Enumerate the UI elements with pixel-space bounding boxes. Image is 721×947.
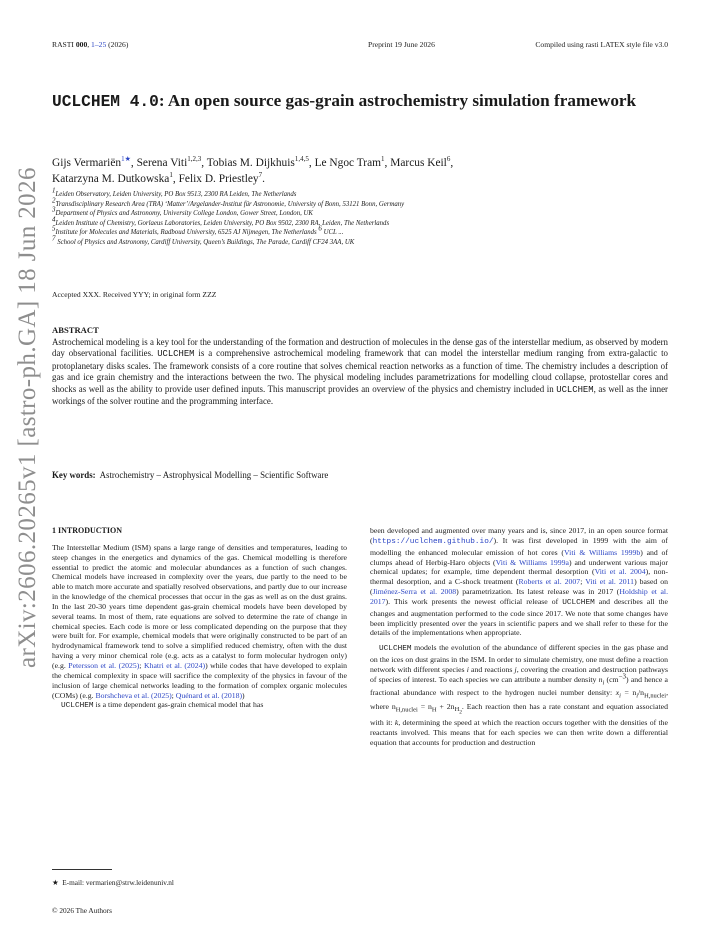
author-name: Le Ngoc Tram [314, 157, 382, 169]
left-column [52, 526, 347, 712]
affiliation-item: $^5$Institute for Molecules and Materials, Radboud University, 6525 AJ Nijmegen, The Netherlands $^6$ UCL ... [52, 225, 344, 237]
author-affil: 7 [258, 171, 263, 180]
keywords [52, 470, 328, 480]
paragraph: The Interstellar Medium (ISM) spans a large range of densities and temperatures, leading to steep changes in the energetics and dynamics of the gas. Chemical modelling is therefore essential to predict the atomic and molecular abundances as a function of such changes. Chemical models have increased in complexity over the years, due partly to the need to be able to match more accurate and spatially resolved observations, and partly due to our increase in the knowledge of the chemical processes that occur in the gas as well as on the dust grains. In the last 20-30 years time dependent gas-grain chemical models have been developed by several teams. In most of them, rate equations are solved to determine the rate of change in chemical species. Each code is more or less complicated depending on the purpose that they were built for. For example, chemical models that were originally constructed to be part of an hydrodynamical framework tend to solve a simplified reduced chemistry, often with the dust having a very minor chemical role (e.g. acts as a catalyst to form molecular hydrogen only) (e.g. Petersson et al. (2025); Khatri et al. (2024)) while codes that have developed to explain the chemical complexity in space will sacrifice the complexity of the physics in favour of the inclusion of large chemical networks leading to the formation of complex organic molecules (COMs) (e.g. Borshcheva et al. (2025); Quénard et al. (2018)) [52, 542, 347, 700]
citation-link[interactable]: Quénard et al. (2018) [175, 690, 243, 700]
page-header [52, 40, 668, 52]
citation-link[interactable]: Holdship et al. 2017 [370, 587, 669, 606]
author-affil: 1 [381, 155, 385, 164]
author-name: Felix D. Priestley [178, 173, 259, 185]
author-line-2: Katarzyna M. Dutkowska$^1$, Felix D. Priestley$^7$. [52, 171, 265, 185]
compiled-note: Compiled using rasti LATEX style file v3.0 [535, 40, 668, 49]
affiliation-item: $^2$Transdisciplinary Research Area (TRA) ‘Matter’/Argelander-Institut für Astronomie, University of Bonn, 53121 Bonn, Germany [52, 196, 405, 208]
journal-volume: 000 [75, 40, 88, 49]
section-heading: 1 INTRODUCTION [52, 526, 123, 535]
author-name: Katarzyna M. Dutkowska [52, 173, 170, 185]
author-name: Marcus Keil [390, 157, 447, 169]
citation-link[interactable]: Viti & Williams 1999b [564, 547, 641, 557]
affiliation-list [52, 186, 672, 248]
github-url-link[interactable]: https://uclchem.github.io/ [372, 537, 494, 546]
preprint-date: Preprint 19 June 2026 [368, 40, 435, 49]
author-affil: 1,4,5 [294, 155, 309, 164]
affiliation-item: $^4$Leiden Institute of Chemistry, Gorlaeus Laboratories, Leiden University, PO Box 9502, 2300 RA, Leiden, The Netherlands [52, 215, 390, 227]
citation-link[interactable]: Khatri et al. (2024) [143, 660, 206, 670]
citation-link[interactable]: Viti et al. 2011 [585, 577, 635, 587]
author-affil: 1 [169, 171, 173, 180]
citation-link[interactable]: Viti et al. 2004 [594, 567, 646, 577]
author-affil: 6 [446, 155, 451, 164]
paragraph: been developed and augmented over many years and is, since 2017, in an open source format (https://uclchem.github.io/). It was first developed in 1999 with the aim of modelling the enhanced molecular emission of hot cores (Viti & Williams 1999b) and of clumps ahead of Herbig-Haro objects (Viti & Williams 1999a) and underwent various major chemical updates; for example, time dependent thermal desorption (Viti et al. 2004), non-thermal desorption, and a C-shock treatment (Roberts et al. 2007; Viti et al. 2011) based on (Jiménez-Serra et al. 2008) parametrization. Its latest release was in 2017 (Holdship et al. 2017). This work presents the newest official release of UCLCHEM and describes all the changes and augmentation performed to the code since 2017. We note that some changes have been implicitly presented over the years in scientific papers and we shall refer to these for the details of the implementations when appropriate. [370, 526, 669, 638]
journal-citation: RASTI 000, 1–25 (2026) [52, 40, 129, 49]
keywords-label: Key words: [52, 470, 96, 480]
author-name: Tobias M. Dijkhuis [206, 157, 295, 169]
paragraph: UCLCHEM is a time dependent gas-grain chemical model that has [61, 700, 264, 711]
title-text: : An open source gas-grain astrochemistry simulation framework [158, 91, 637, 110]
arxiv-id: arXiv:2606.20265v1 [astro-ph.GA] 18 Jun 2026 [14, 167, 41, 668]
author-affil[interactable]: 1★ [121, 155, 131, 164]
footnote: ★ E-mail: vermarien@strw.leidenuniv.nl [52, 878, 174, 887]
author-list [52, 155, 652, 187]
author-name: Serena Viti [136, 157, 188, 169]
author-name: Gijs Vermariën [52, 157, 122, 169]
author-line-1: Gijs Vermariën$^{1★}$, Serena Viti$^{1,2,3}$, Tobias M. Dijkhuis$^{1,4,5}$, Le Ngoc Tram$^1$, Marcus Keil$^6$, [52, 155, 454, 169]
citation-link[interactable]: Borshcheva et al. (2025) [95, 690, 172, 700]
citation-link[interactable]: Viti & Williams 1999a [495, 557, 569, 567]
paper-title [52, 90, 652, 113]
arxiv-stamp [8, 167, 44, 668]
keywords-text: Astrochemistry – Astrophysical Modelling – Scientific Software [99, 470, 329, 480]
citation-link[interactable]: Roberts et al. 2007 [518, 577, 581, 587]
accepted-line: Accepted XXX. Received YYY; in original form ZZZ [52, 290, 217, 299]
copyright: © 2026 The Authors [52, 906, 112, 915]
citation-link[interactable]: Petersson et al. (2025) [68, 660, 140, 670]
affiliation-item: $^3$Department of Physics and Astronomy, University College London, Gower Street, London, UK [52, 205, 313, 218]
affiliation-item: $^7$ School of Physics and Astronomy, Cardiff University, Queen’s Buildings, The Parade, Cardiff CF24 3AA, UK [52, 234, 355, 246]
citation-link[interactable]: Jiménez-Serra et al. 2008 [372, 587, 457, 597]
footnote-rule [52, 869, 112, 870]
page-range-link[interactable]: 1–25 [91, 40, 107, 49]
abstract-heading: ABSTRACT [52, 325, 99, 335]
author-affil: 1,2,3 [187, 155, 202, 164]
paragraph: UCLCHEM models the evolution of the abundance of different species in the gas phase and on the ices on dust grains in the ISM. In order to simulate chemistry, one must define a reaction network with different species i and reactions j, covering the creation and destruction pathways of species of interest. To each species we can attribute a number density $n_i$ $(cm^{-3})$ and hence a fractional abundance with respect to the hydrogen nuclei number density: $x_i = n_i/n_{H,nuclei}$, where $n_{H,nuclei} = n_H + 2n_{H_2}$. Each reaction then has a rate constant and equation associated with it: k, determining the speed at which the reaction occurs together with the densities of the reactants involved. This means that for each species we can then write down a differential equation that accounts for production and destruction [370, 643, 669, 747]
right-column [370, 526, 668, 748]
title-code-name: UCLCHEM 4.0 [52, 93, 159, 111]
abstract-body: Astrochemical modeling is a key tool for the understanding of the formation and destruction of molecules in the dense gas of the interstellar medium, as observed by modern day observational facilities. UCLCHEM is a comprehensive astrochemical modeling framework that can model the interstellar medium ranging from extra-galactic to protoplanetary disks scales. The framework consists of a core routine that solves chemical reaction networks as a function of time. The chemistry includes a description of gas and ice grain chemistry and the interactions between the two. The physical modeling includes parametrizations for modelling cloud collapse, protostellar cores and shocks as well as the ability to provide user defined inputs. This manuscript provides an overview of the physics and chemistry included in UCLCHEM, as well as the inner workings of the solver routine and the programming interface. [52, 337, 668, 407]
affiliation-item: $^1$Leiden Observatory, Leiden University, PO Box 9513, 2300 RA Leiden, The Netherlands [52, 186, 297, 198]
